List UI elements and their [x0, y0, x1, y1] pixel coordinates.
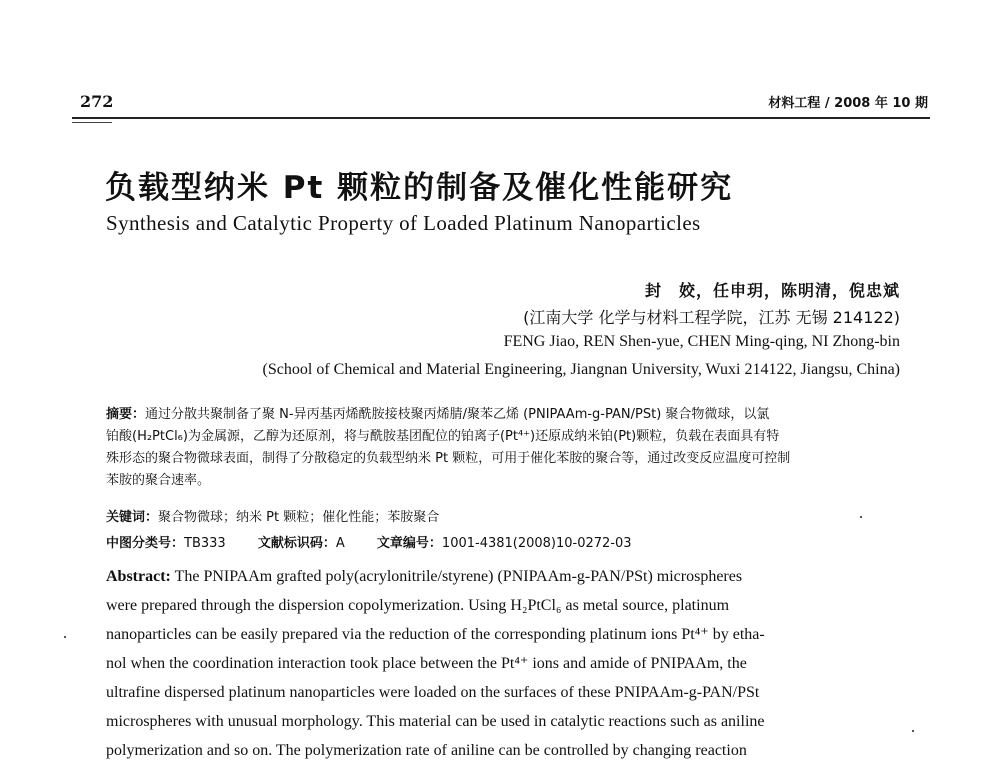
abstract-en-line: Abstract: The PNIPAAm grafted poly(acrylonitrile/styrene) (PNIPAAm-g-PAN/PSt) microspheres — [106, 568, 743, 585]
abstract-en-line: nanoparticles can be easily prepared via the reduction of the corresponding platinum ions Pt⁴⁺ by etha- — [106, 626, 765, 643]
header-rule — [72, 117, 930, 119]
abstract-en-label: Abstract: — [106, 568, 171, 585]
clc-code: 中图分类号：TB333 — [106, 536, 226, 551]
classification-row — [106, 532, 906, 551]
document-code: 文献标识码：A — [257, 536, 345, 551]
abstract-cn-line: 殊形态的聚合物微球表面，制得了分散稳定的负载型纳米 Pt 颗粒，可用于催化苯胺的聚合等，通过改变反应温度可控制 — [106, 451, 791, 466]
header-rule-accent — [72, 122, 112, 123]
abstract-cn-line: 摘要：通过分散共聚制备了聚 N-异丙基丙烯酰胺接枝聚丙烯腈/聚苯乙烯 (PNIPAAm-g-PAN/PSt) 聚合物微球，以氯 — [106, 407, 770, 422]
scan-speck — [912, 730, 914, 732]
authors-english: FENG Jiao, REN Shen-yue, CHEN Ming-qing, NI Zhong-bin — [503, 333, 900, 350]
affiliation-chinese: (江南大学 化学与材料工程学院，江苏 无锡 214122) — [523, 308, 900, 327]
scan-speck — [64, 636, 66, 638]
abstract-en-line: nol when the coordination interaction took place between the Pt⁴⁺ ions and amide of PNIPAAm, the — [106, 655, 747, 672]
abstract-cn-label: 摘要： — [106, 407, 146, 422]
abstract-en-line: were prepared through the dispersion copolymerization. Using H₂PtCl₆ as metal source, platinum — [106, 597, 730, 614]
authors-chinese: 封 姣，任申玥，陈明清，倪忠斌 — [644, 281, 900, 300]
page-number: 272 — [80, 92, 114, 111]
title-english: Synthesis and Catalytic Property of Loaded Platinum Nanoparticles — [106, 211, 701, 235]
abstract-cn-line: 苯胺的聚合速率。 — [106, 473, 211, 488]
journal-header: 材料工程 / 2008 年 10 期 — [768, 96, 928, 111]
article-number: 文章编号：1001-4381(2008)10-0272-03 — [376, 536, 632, 551]
title-chinese: 负载型纳米 Pt 颗粒的制备及催化性能研究 — [105, 170, 734, 206]
abstract-cn-line: 铂酸(H₂PtCl₆)为金属源，乙醇为还原剂，将与酰胺基团配位的铂离子(Pt⁴⁺)还原成纳米铂(Pt)颗粒，负载在表面具有特 — [106, 429, 780, 444]
abstract-en-line: polymerization and so on. The polymerization rate of aniline can be controlled by changing reaction — [106, 742, 747, 759]
abstract-en-line: ultrafine dispersed platinum nanoparticles were loaded on the surfaces of these PNIPAAm-g-PAN/PSt — [106, 684, 760, 701]
abstract-en-line: microspheres with unusual morphology. This material can be used in catalytic reactions such as aniline — [106, 713, 765, 730]
keywords-text: 聚合物微球；纳米 Pt 颗粒；催化性能；苯胺聚合 — [158, 510, 440, 525]
scan-speck — [860, 516, 862, 518]
abstract-english — [106, 562, 906, 765]
keywords — [106, 506, 906, 525]
keywords-label: 关键词： — [106, 510, 159, 525]
abstract-chinese — [106, 404, 906, 492]
affiliation-english: (School of Chemical and Material Engineering, Jiangnan University, Wuxi 214122, Jiangsu, China) — [262, 361, 900, 378]
